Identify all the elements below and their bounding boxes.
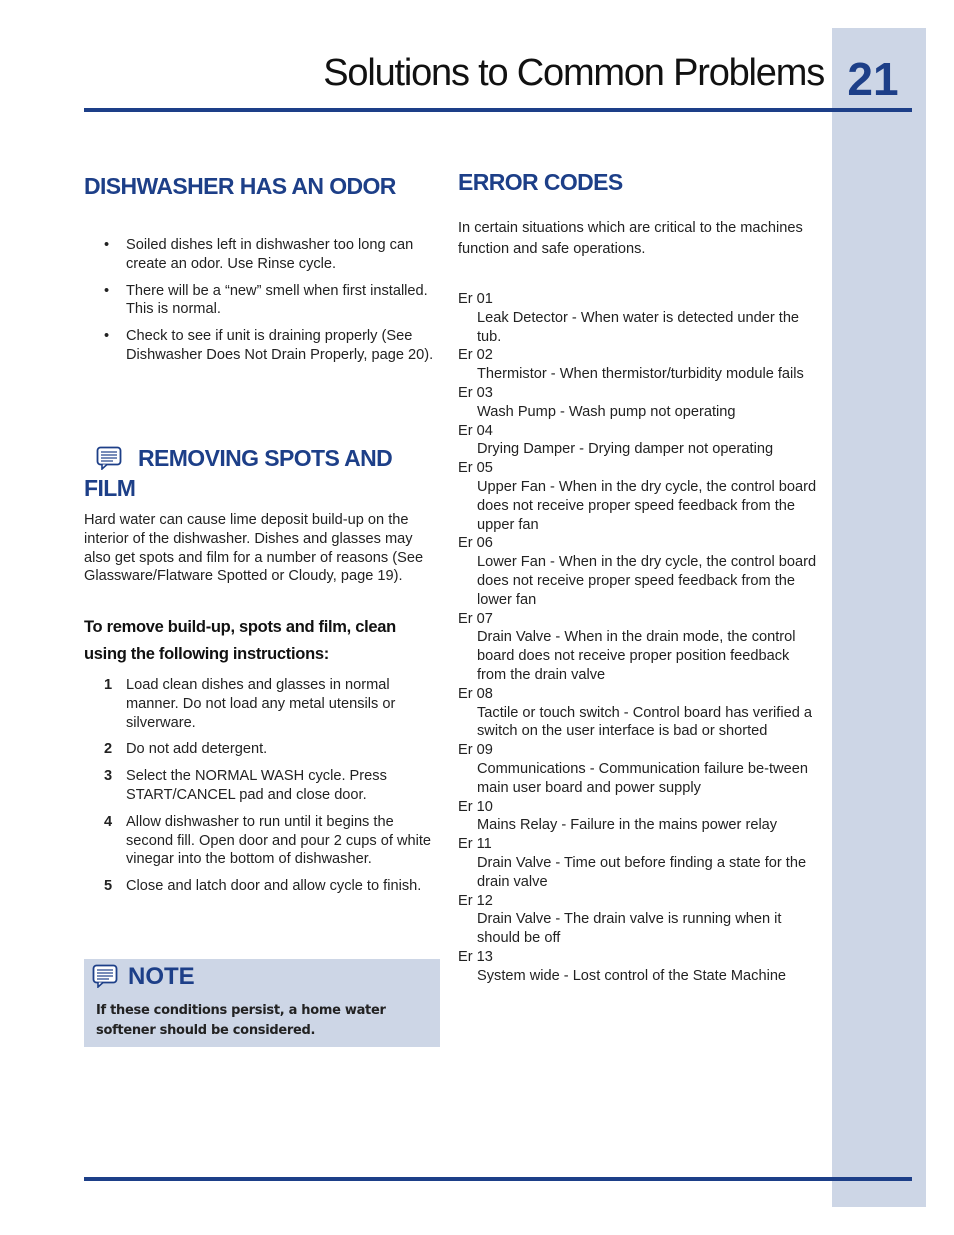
error-description: Leak Detector - When water is detected under the tub. [477, 309, 800, 345]
error-description: Upper Fan - When in the dry cycle, the control board does not receive proper speed feedback from the upper fan [477, 478, 817, 533]
error-code: Er 07 [458, 610, 493, 627]
step-number: 5 [104, 878, 113, 895]
odor-bullet-list [84, 236, 436, 373]
list-item [458, 948, 818, 986]
list-item [458, 892, 818, 948]
note-title-text: NOTE [128, 963, 195, 990]
error-code: Er 01 [458, 291, 493, 307]
list-item [458, 798, 818, 836]
list-item [458, 685, 818, 741]
step-number: 3 [104, 768, 113, 785]
list-item [458, 534, 818, 609]
note-pad-icon [92, 964, 118, 988]
error-code: Er 09 [458, 742, 493, 759]
spots-intro: Hard water can cause lime deposit build-up on the interior of the dishwasher. Dishes and glasses may also get spots and film for a number of reasons (See Glassware/Flatware Spotted or Cloudy, page 19). [84, 512, 424, 585]
error-code: Er 05 [458, 460, 493, 477]
step-number: 4 [104, 813, 113, 830]
error-description: Mains Relay - Failure in the mains power relay [477, 817, 778, 834]
error-description: System wide - Lost control of the State Machine [477, 967, 787, 984]
list-item [458, 835, 818, 891]
list-item: • Soiled dishes left in dishwasher too long can create an odor. Use Rinse cycle. [84, 236, 436, 274]
error-description: Lower Fan - When in the dry cycle, the control board does not receive proper speed feedback from the lower fan [477, 554, 817, 608]
error-description: Drain Valve - When in the drain mode, the control board does not receive proper position feedback from the drain valve [477, 629, 796, 683]
step-text: Close and latch door and allow cycle to finish. [126, 878, 422, 895]
error-code: Er 04 [458, 422, 493, 439]
list-item: • Check to see if unit is draining properly (See Dishwasher Does Not Drain Properly, page 20). [84, 327, 436, 365]
note-box [84, 959, 440, 1047]
list-item [458, 290, 818, 346]
error-description: Drain Valve - The drain valve is running when it should be off [477, 911, 782, 947]
error-description: Wash Pump - Wash pump not operating [477, 403, 736, 420]
error-description: Thermistor - When thermistor/turbidity module fails [477, 366, 804, 383]
step-number: 2 [104, 741, 113, 758]
list-item [458, 741, 818, 797]
list-item: • There will be a “new” smell when first installed. This is normal. [84, 282, 436, 320]
error-description: Drain Valve - Time out before finding a state for the drain valve [477, 854, 807, 890]
error-code: Er 02 [458, 347, 493, 364]
odor-heading: DISHWASHER HAS AN ODOR [84, 173, 396, 199]
error-description: Communications - Communication failure be-tween main user board and power supply [477, 760, 808, 796]
error-code-list [458, 290, 818, 985]
error-codes-heading: ERROR CODES [458, 169, 623, 195]
note-text: If these conditions persist, a home water softener should be considered. [96, 1003, 386, 1038]
error-description: Drying Damper - Drying damper not operating [477, 441, 774, 458]
step-number: 1 [104, 677, 113, 693]
step-text: Allow dishwasher to run until it begins the second fill. Open door and pour 2 cups of white vinegar into the bottom of dishwasher. [126, 813, 432, 868]
list-item [458, 384, 818, 422]
header-rule [84, 108, 912, 112]
list-item [458, 610, 818, 685]
error-code: Er 06 [458, 535, 493, 552]
list-item [84, 676, 436, 732]
step-text: Do not add detergent. [126, 741, 268, 758]
spots-heading-text: REMOVING SPOTS AND FILM [84, 445, 393, 501]
step-text: Select the NORMAL WASH cycle. Press START/CANCEL pad and close door. [126, 768, 387, 803]
sidebar-strip [832, 28, 926, 1207]
error-code: Er 13 [458, 948, 493, 965]
list-item [458, 459, 818, 534]
footer-rule [84, 1177, 912, 1181]
spots-subheading: To remove build-up, spots and film, clean using the following instructions: [84, 618, 396, 663]
error-code: Er 10 [458, 798, 493, 815]
list-item [84, 767, 436, 805]
error-code: Er 03 [458, 384, 493, 401]
error-code: Er 08 [458, 685, 493, 702]
note-pad-icon [96, 446, 122, 470]
list-item [84, 877, 436, 896]
list-item [458, 422, 818, 460]
error-codes-intro: In certain situations which are critical to the machines function and safe operations. [458, 220, 803, 257]
error-description: Tactile or touch switch - Control board has verified a switch on the user interface is bad or shorted [477, 704, 812, 740]
page-title: Solutions to Common Problems [323, 52, 824, 94]
list-item [458, 346, 818, 384]
list-item [84, 740, 436, 759]
note-title [92, 961, 195, 993]
page-number: 21 [847, 53, 899, 105]
spots-steps-list [84, 676, 436, 904]
step-text: Load clean dishes and glasses in normal manner. Do not load any metal utensils or silverware. [126, 677, 396, 731]
spots-heading [84, 443, 434, 503]
error-code: Er 12 [458, 892, 493, 909]
list-item [84, 813, 436, 869]
error-code: Er 11 [458, 836, 492, 853]
